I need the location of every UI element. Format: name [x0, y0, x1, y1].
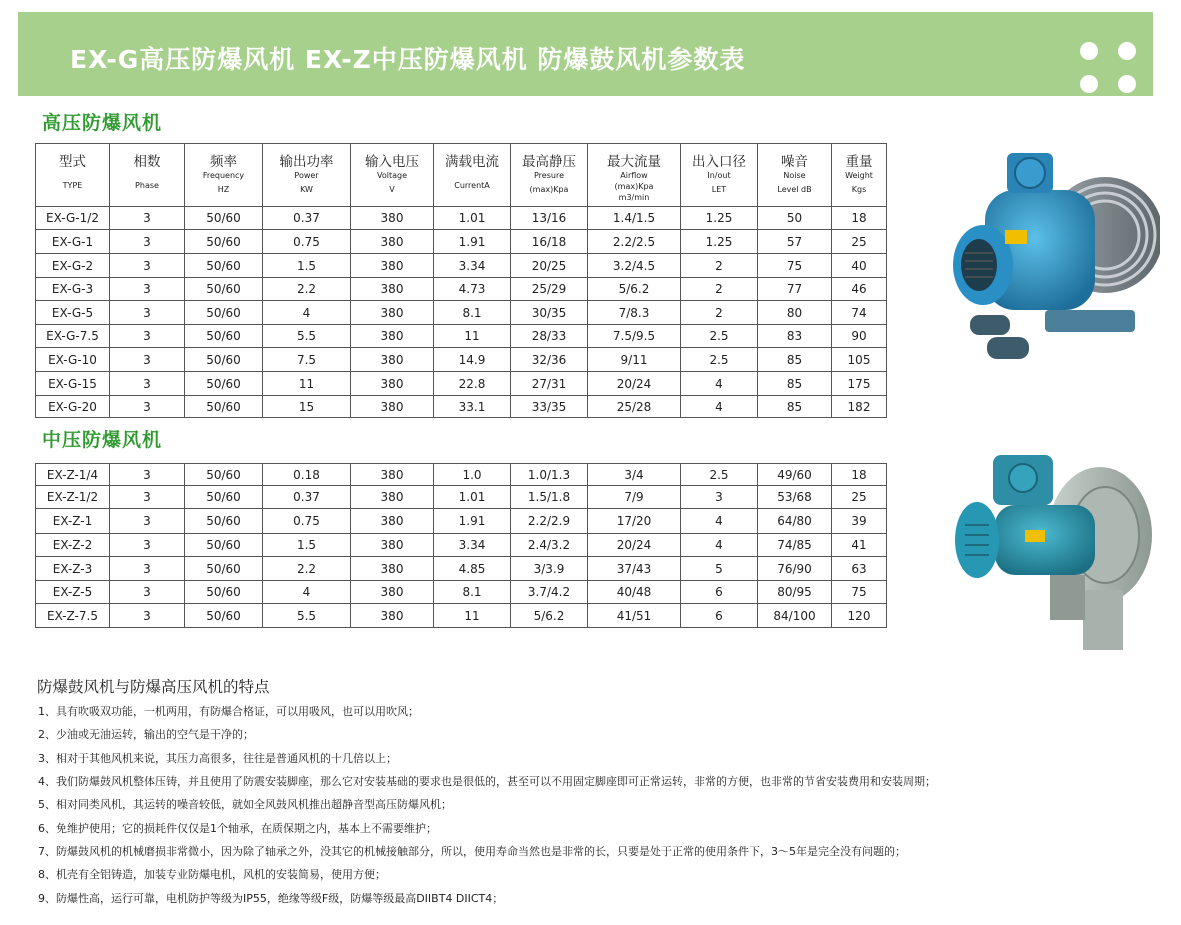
- table-cell: EX-Z-3: [36, 557, 110, 581]
- table-cell: 27/31: [511, 372, 588, 396]
- table-cell: 9/11: [588, 348, 681, 372]
- table-cell: 1.0/1.3: [511, 464, 588, 486]
- medium-pressure-blower-image: [955, 450, 1165, 665]
- table-cell: 380: [351, 348, 434, 372]
- table-cell: 2: [681, 254, 758, 278]
- column-header-unit: Kgs: [851, 185, 867, 194]
- table-cell: 11: [434, 325, 511, 348]
- feature-item: 4、我们防爆鼓风机整体压铸，并且使用了防震安装脚座，那么它对安装基础的要求也是很低的，甚至可以不用固定脚座即可正常运转，非常的方便，也非常的节省安装费用和安装周期；: [38, 775, 936, 788]
- table-cell: 3: [110, 325, 185, 348]
- table-cell: 5.5: [263, 604, 351, 628]
- table-header-row: [36, 144, 887, 207]
- column-header: [758, 144, 832, 207]
- table-cell: 380: [351, 325, 434, 348]
- table-cell: 50/60: [185, 557, 263, 581]
- table-row: [36, 325, 887, 348]
- table-cell: 3: [681, 486, 758, 509]
- table-cell: 6: [681, 581, 758, 604]
- table-cell: 1.5/1.8: [511, 486, 588, 509]
- column-header-en: Noise: [783, 171, 806, 180]
- table-cell: 85: [758, 396, 832, 418]
- table-cell: 1.5: [263, 534, 351, 557]
- table-row: [36, 486, 887, 509]
- table-cell: 4: [681, 509, 758, 534]
- table-cell: 2.5: [681, 464, 758, 486]
- feature-item: 1、具有吹吸双功能，一机两用，有防爆合格证，可以用吸风，也可以用吹风；: [38, 705, 419, 718]
- table-cell: 83: [758, 325, 832, 348]
- table-cell: 5/6.2: [511, 604, 588, 628]
- column-header-zh: 最高静压: [522, 154, 576, 170]
- column-header-en: m3/min: [618, 193, 650, 202]
- table-cell: 50/60: [185, 348, 263, 372]
- table-cell: 3: [110, 534, 185, 557]
- table-cell: 3: [110, 509, 185, 534]
- table-cell: 20/25: [511, 254, 588, 278]
- medium-pressure-spec-table: [35, 463, 887, 628]
- table-cell: 3: [110, 207, 185, 230]
- table-cell: 3: [110, 464, 185, 486]
- table-cell: 40/48: [588, 581, 681, 604]
- table-cell: 3.34: [434, 534, 511, 557]
- table-cell: 3.2/4.5: [588, 254, 681, 278]
- section-z-title: 中压防爆风机: [42, 429, 163, 451]
- column-header-unit: (max)Kpa: [529, 185, 569, 194]
- column-header: [36, 144, 110, 207]
- table-cell: 4.73: [434, 278, 511, 301]
- table-cell: EX-Z-1: [36, 509, 110, 534]
- table-cell: 4: [681, 534, 758, 557]
- column-header-unit: LET: [711, 185, 727, 194]
- table-cell: EX-G-20: [36, 396, 110, 418]
- table-cell: 120: [832, 604, 887, 628]
- table-cell: 22.8: [434, 372, 511, 396]
- feature-item: 5、相对同类风机，其运转的噪音较低，就如全风鼓风机推出超静音型高压防爆风机；: [38, 798, 452, 811]
- table-cell: 25/28: [588, 396, 681, 418]
- column-header: [681, 144, 758, 207]
- column-header-en: (max)Kpa: [614, 182, 654, 191]
- table-cell: 14.9: [434, 348, 511, 372]
- table-cell: 3: [110, 557, 185, 581]
- table-cell: 380: [351, 230, 434, 254]
- table-cell: 380: [351, 207, 434, 230]
- table-cell: 380: [351, 557, 434, 581]
- table-cell: 1.0: [434, 464, 511, 486]
- column-header-zh: 型式: [59, 154, 86, 170]
- table-cell: 1.25: [681, 207, 758, 230]
- column-header: [185, 144, 263, 207]
- table-cell: 1.01: [434, 207, 511, 230]
- table-cell: 15: [263, 396, 351, 418]
- table-cell: 2.2: [263, 557, 351, 581]
- column-header-zh: 相数: [133, 154, 161, 170]
- column-header-zh: 频率: [210, 154, 237, 170]
- table-cell: 105: [832, 348, 887, 372]
- table-cell: 11: [263, 372, 351, 396]
- features-title: 防爆鼓风机与防爆高压风机的特点: [37, 678, 270, 696]
- table-cell: 380: [351, 254, 434, 278]
- table-cell: 3.7/4.2: [511, 581, 588, 604]
- table-cell: 2: [681, 278, 758, 301]
- table-cell: 2.4/3.2: [511, 534, 588, 557]
- table-cell: 50/60: [185, 325, 263, 348]
- table-cell: 50/60: [185, 301, 263, 325]
- section-g-title: 高压防爆风机: [42, 112, 163, 134]
- table-cell: 50/60: [185, 604, 263, 628]
- table-cell: 5/6.2: [588, 278, 681, 301]
- table-cell: 7.5/9.5: [588, 325, 681, 348]
- table-cell: 2: [681, 301, 758, 325]
- table-cell: 74: [832, 301, 887, 325]
- table-cell: 50/60: [185, 464, 263, 486]
- table-row: [36, 230, 887, 254]
- table-cell: 46: [832, 278, 887, 301]
- column-header-zh: 输出功率: [279, 154, 334, 170]
- table-cell: 5: [681, 557, 758, 581]
- table-cell: 85: [758, 372, 832, 396]
- table-cell: 1.91: [434, 509, 511, 534]
- table-cell: 2.2/2.5: [588, 230, 681, 254]
- table-cell: 182: [832, 396, 887, 418]
- column-header-unit: CurrentA: [454, 181, 490, 190]
- column-header-zh: 最大流量: [607, 154, 661, 170]
- table-cell: 3: [110, 254, 185, 278]
- table-cell: 380: [351, 604, 434, 628]
- table-cell: 3: [110, 372, 185, 396]
- table-cell: 41: [832, 534, 887, 557]
- table-cell: 40: [832, 254, 887, 278]
- table-cell: 1.4/1.5: [588, 207, 681, 230]
- column-header-unit: Phase: [135, 181, 159, 190]
- table-cell: 63: [832, 557, 887, 581]
- table-cell: 50/60: [185, 254, 263, 278]
- table-cell: 50/60: [185, 396, 263, 418]
- table-cell: 2.5: [681, 325, 758, 348]
- table-cell: 50/60: [185, 509, 263, 534]
- table-row: [36, 557, 887, 581]
- table-cell: 57: [758, 230, 832, 254]
- feature-item: 9、防爆性高，运行可靠，电机防护等级为IP55，绝缘等级F级，防爆等级最高DIIBT4 DIICT4；: [38, 892, 504, 905]
- table-cell: 13/16: [511, 207, 588, 230]
- table-cell: 6: [681, 604, 758, 628]
- table-cell: 3: [110, 348, 185, 372]
- table-cell: EX-Z-1/4: [36, 464, 110, 486]
- table-cell: 50/60: [185, 230, 263, 254]
- column-header: [110, 144, 185, 207]
- column-header-en: Weight: [845, 171, 873, 180]
- table-cell: 380: [351, 396, 434, 418]
- table-cell: 175: [832, 372, 887, 396]
- table-cell: 3: [110, 396, 185, 418]
- page-title: EX-G高压防爆风机 EX-Z中压防爆风机 防爆鼓风机参数表: [70, 45, 746, 74]
- table-cell: 49/60: [758, 464, 832, 486]
- table-cell: 20/24: [588, 372, 681, 396]
- table-cell: 50/60: [185, 581, 263, 604]
- table-cell: 380: [351, 372, 434, 396]
- table-cell: 30/35: [511, 301, 588, 325]
- table-cell: 50/60: [185, 207, 263, 230]
- table-cell: EX-G-15: [36, 372, 110, 396]
- table-cell: EX-G-2: [36, 254, 110, 278]
- table-cell: 3: [110, 604, 185, 628]
- table-cell: 1.01: [434, 486, 511, 509]
- table-cell: 80/95: [758, 581, 832, 604]
- table-cell: EX-G-7.5: [36, 325, 110, 348]
- table-cell: 380: [351, 509, 434, 534]
- table-row: [36, 464, 887, 486]
- table-cell: 41/51: [588, 604, 681, 628]
- table-cell: 33/35: [511, 396, 588, 418]
- table-cell: 8.1: [434, 581, 511, 604]
- table-cell: 1.5: [263, 254, 351, 278]
- table-cell: 3: [110, 581, 185, 604]
- table-cell: 85: [758, 348, 832, 372]
- table-cell: 8.1: [434, 301, 511, 325]
- table-cell: 3.34: [434, 254, 511, 278]
- table-cell: 0.37: [263, 207, 351, 230]
- table-cell: 3: [110, 278, 185, 301]
- table-cell: 4: [263, 301, 351, 325]
- table-cell: 380: [351, 278, 434, 301]
- table-cell: EX-G-10: [36, 348, 110, 372]
- table-row: [36, 348, 887, 372]
- table-row: [36, 604, 887, 628]
- column-header-zh: 噪音: [781, 154, 808, 170]
- table-cell: 4: [681, 396, 758, 418]
- table-cell: 5.5: [263, 325, 351, 348]
- column-header-unit: TYPE: [62, 181, 83, 190]
- column-header-zh: 出入口径: [692, 154, 746, 170]
- table-row: [36, 372, 887, 396]
- table-cell: 7/8.3: [588, 301, 681, 325]
- table-cell: 75: [832, 581, 887, 604]
- table-cell: 18: [832, 207, 887, 230]
- table-cell: 39: [832, 509, 887, 534]
- table-row: [36, 301, 887, 325]
- table-cell: 2.5: [681, 348, 758, 372]
- table-cell: 20/24: [588, 534, 681, 557]
- high-pressure-spec-table: [35, 143, 887, 418]
- table-cell: 25: [832, 486, 887, 509]
- column-header-en: In/out: [707, 171, 731, 180]
- column-header: [832, 144, 887, 207]
- table-cell: EX-Z-7.5: [36, 604, 110, 628]
- table-row: [36, 581, 887, 604]
- header-banner: [18, 12, 1153, 96]
- table-cell: 25: [832, 230, 887, 254]
- column-header: [351, 144, 434, 207]
- table-cell: 4: [263, 581, 351, 604]
- table-cell: 0.37: [263, 486, 351, 509]
- table-cell: 17/20: [588, 509, 681, 534]
- table-cell: 2.2: [263, 278, 351, 301]
- column-header-unit: V: [389, 185, 395, 194]
- table-row: [36, 254, 887, 278]
- column-header-zh: 满载电流: [445, 154, 499, 170]
- table-cell: 3/3.9: [511, 557, 588, 581]
- table-cell: 64/80: [758, 509, 832, 534]
- table-cell: 25/29: [511, 278, 588, 301]
- table-cell: 50/60: [185, 278, 263, 301]
- column-header: [263, 144, 351, 207]
- table-cell: 3: [110, 230, 185, 254]
- table-cell: EX-Z-2: [36, 534, 110, 557]
- column-header-en: Presure: [534, 171, 564, 180]
- table-cell: 16/18: [511, 230, 588, 254]
- feature-item: 2、少油或无油运转，输出的空气是干净的；: [38, 728, 254, 741]
- table-row: [36, 278, 887, 301]
- feature-item: 3、相对于其他风机来说，其压力高很多，往往是普通风机的十几倍以上；: [38, 752, 397, 765]
- table-cell: 28/33: [511, 325, 588, 348]
- column-header-en: Voltage: [376, 171, 407, 180]
- table-cell: 50: [758, 207, 832, 230]
- table-cell: 76/90: [758, 557, 832, 581]
- table-cell: 1.25: [681, 230, 758, 254]
- table-row: [36, 509, 887, 534]
- table-cell: 77: [758, 278, 832, 301]
- feature-item: 6、免维护使用；它的损耗件仅仅是1个轴承，在质保期之内，基本上不需要维护；: [38, 822, 437, 835]
- table-cell: 18: [832, 464, 887, 486]
- table-cell: 7.5: [263, 348, 351, 372]
- table-cell: 50/60: [185, 372, 263, 396]
- table-cell: 50/60: [185, 534, 263, 557]
- table-cell: 37/43: [588, 557, 681, 581]
- table-cell: 3: [110, 301, 185, 325]
- table-cell: 3: [110, 486, 185, 509]
- table-cell: EX-Z-5: [36, 581, 110, 604]
- table-row: [36, 534, 887, 557]
- table-cell: 80: [758, 301, 832, 325]
- table-cell: 53/68: [758, 486, 832, 509]
- table-cell: 50/60: [185, 486, 263, 509]
- table-cell: 2.2/2.9: [511, 509, 588, 534]
- table-cell: 380: [351, 464, 434, 486]
- table-cell: 32/36: [511, 348, 588, 372]
- table-cell: EX-Z-1/2: [36, 486, 110, 509]
- column-header-en: Airflow: [620, 171, 648, 180]
- column-header-unit: HZ: [217, 185, 230, 194]
- table-cell: 0.75: [263, 509, 351, 534]
- table-cell: 11: [434, 604, 511, 628]
- table-cell: 74/85: [758, 534, 832, 557]
- column-header-zh: 输入电压: [365, 154, 419, 170]
- table-cell: 7/9: [588, 486, 681, 509]
- table-cell: 380: [351, 534, 434, 557]
- column-header: [511, 144, 588, 207]
- decorative-dots-icon: [1080, 42, 1138, 94]
- feature-item: 8、机壳有全铝铸造，加装专业防爆电机，风机的安装简易，使用方便；: [38, 868, 386, 881]
- column-header: [434, 144, 511, 207]
- column-header-en: Power: [294, 171, 319, 180]
- table-cell: 75: [758, 254, 832, 278]
- table-cell: 380: [351, 581, 434, 604]
- table-cell: EX-G-3: [36, 278, 110, 301]
- table-cell: 33.1: [434, 396, 511, 418]
- column-header-unit: Level dB: [777, 185, 812, 194]
- table-cell: 3/4: [588, 464, 681, 486]
- table-cell: 90: [832, 325, 887, 348]
- feature-item: 7、防爆鼓风机的机械磨损非常微小，因为除了轴承之外，没其它的机械接触部分，所以，使用寿命当然也是非常的长，只要是处于正常的使用条件下，3～5年是完全没有问题的；: [38, 845, 906, 858]
- high-pressure-blower-image: [945, 145, 1160, 375]
- table-cell: 0.18: [263, 464, 351, 486]
- table-cell: EX-G-1: [36, 230, 110, 254]
- table-cell: 380: [351, 486, 434, 509]
- table-cell: 4: [681, 372, 758, 396]
- table-row: [36, 207, 887, 230]
- table-cell: 84/100: [758, 604, 832, 628]
- column-header-unit: KW: [300, 185, 313, 194]
- table-cell: 0.75: [263, 230, 351, 254]
- table-row: [36, 396, 887, 418]
- table-cell: 4.85: [434, 557, 511, 581]
- table-cell: EX-G-1/2: [36, 207, 110, 230]
- table-cell: 380: [351, 301, 434, 325]
- column-header: [588, 144, 681, 207]
- table-cell: 1.91: [434, 230, 511, 254]
- table-cell: EX-G-5: [36, 301, 110, 325]
- column-header-en: Frequency: [202, 171, 245, 180]
- column-header-zh: 重量: [845, 154, 873, 170]
